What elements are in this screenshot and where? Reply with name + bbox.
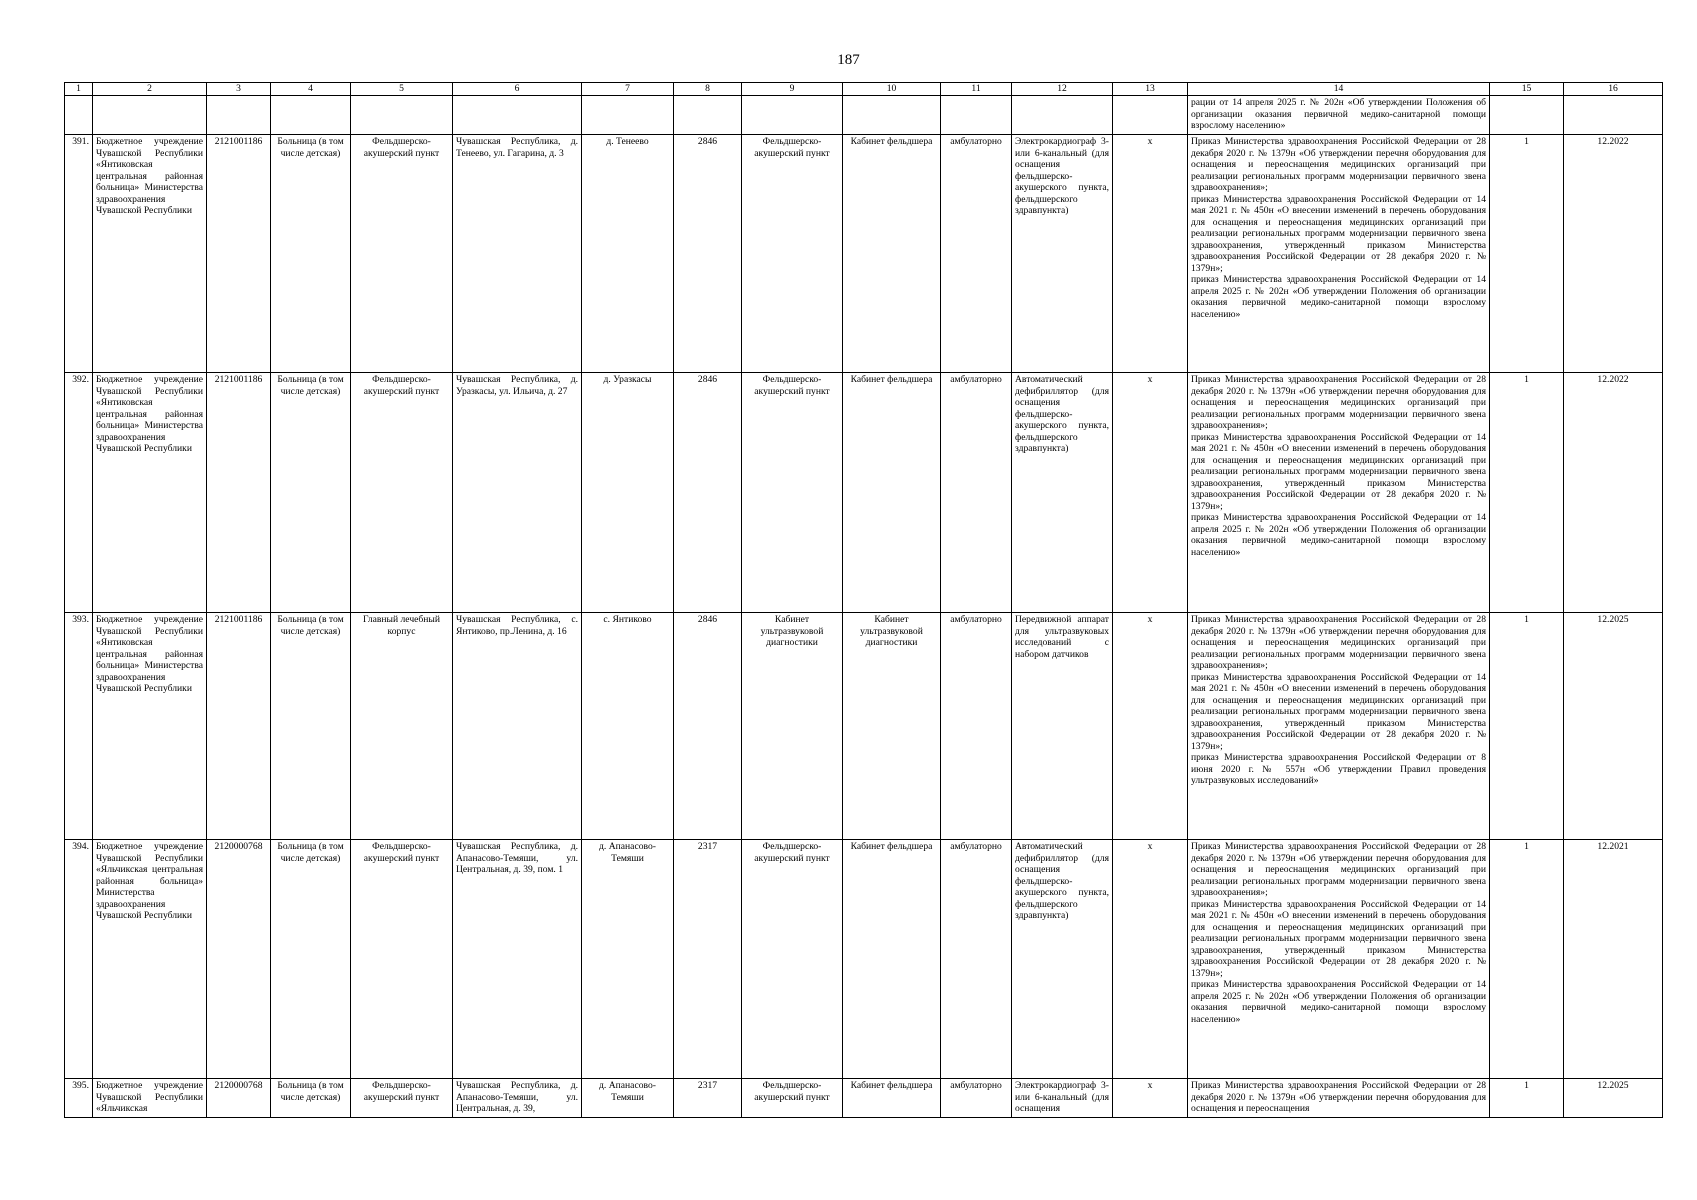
type-cell: Больница (в том числе детская) bbox=[271, 840, 351, 1079]
column-number: 15 bbox=[1490, 83, 1564, 96]
column-number: 16 bbox=[1564, 83, 1663, 96]
basis-item: приказ Министерства здравоохранения Российской Федерации от 14 апреля 2025 г. № 202н «Об утверждении Положения об организации оказания первичной медико-санитарной помощи взрослому населению» bbox=[1191, 979, 1486, 1025]
date-cell: 12.2025 bbox=[1564, 613, 1663, 840]
basis-item: Приказ Министерства здравоохранения Российской Федерации от 28 декабря 2020 г. № 1379н «Об утверждении перечня оборудования для оснащения и переоснащения медицинских организаций при реализации региональных программ модернизации первичного звена здравоохранения»; bbox=[1191, 614, 1486, 671]
room-cell: Кабинет фельдшера bbox=[843, 135, 941, 373]
address-cell: Чувашская Республика, с. Янтиково, пр.Ленина, д. 16 bbox=[453, 613, 582, 840]
address-cell: Чувашская Республика, д. Апанасово-Темяши, ул. Центральная, д. 39, пом. 1 bbox=[453, 840, 582, 1079]
type-cell: Больница (в том числе детская) bbox=[271, 373, 351, 613]
inn-cell: 2120000768 bbox=[207, 1079, 271, 1118]
column-number: 4 bbox=[271, 83, 351, 96]
locality-cell: д. Уразкасы bbox=[582, 373, 674, 613]
unit-cell: Фельдшерско-акушерский пункт bbox=[351, 135, 453, 373]
basis-cell bbox=[1188, 613, 1490, 840]
basis-item: приказ Министерства здравоохранения Российской Федерации от 14 мая 2021 г. № 450н «О внесении изменений в перечень оборудования для оснащения и переоснащения медицинских организаций при реализации региональных программ модернизации первичного звена здравоохранения, утвержденный приказом Министерства здравоохранения Российской Федерации от 28 декабря 2020 г. № 1379н»; bbox=[1191, 431, 1486, 512]
locality-cell: с. Янтиково bbox=[582, 613, 674, 840]
row-number: 392. bbox=[65, 373, 93, 613]
basis-cell bbox=[1188, 373, 1490, 613]
mark-cell: х bbox=[1113, 840, 1188, 1079]
room-cell: Кабинет фельдшера bbox=[843, 840, 941, 1079]
continuation-row bbox=[65, 96, 1663, 135]
inn-cell: 2121001186 bbox=[207, 135, 271, 373]
organization-cell: Бюджетное учреждение Чувашской Республики «Янтиковская центральная районная больница» Министерства здравоохранения Чувашской Республики bbox=[93, 373, 207, 613]
column-number: 8 bbox=[674, 83, 742, 96]
unit-cell: Фельдшерско-акушерский пункт bbox=[351, 373, 453, 613]
organization-cell: Бюджетное учреждение Чувашской Республики «Яльчикская bbox=[93, 1079, 207, 1118]
row-number: 393. bbox=[65, 613, 93, 840]
condition-cell: амбулаторно bbox=[941, 840, 1012, 1079]
address-cell: Чувашская Республика, д. Уразкасы, ул. Ильича, д. 27 bbox=[453, 373, 582, 613]
column-number: 14 bbox=[1188, 83, 1490, 96]
code-cell: 2317 bbox=[674, 840, 742, 1079]
basis-item: приказ Министерства здравоохранения Российской Федерации от 14 апреля 2025 г. № 202н «Об утверждении Положения об организации оказания первичной медико-санитарной помощи взрослому населению» bbox=[1191, 274, 1486, 320]
column-number: 3 bbox=[207, 83, 271, 96]
column-number: 13 bbox=[1113, 83, 1188, 96]
equipment-cell: Автоматический дефибриллятор (для оснащения фельдшерско-акушерского пункта, фельдшерского здравпункта) bbox=[1012, 840, 1113, 1079]
unit-cell: Фельдшерско-акушерский пункт bbox=[351, 1079, 453, 1118]
organization-cell: Бюджетное учреждение Чувашской Республики «Яльчикская центральная районная больница» Министерства здравоохранения Чувашской Республики bbox=[93, 840, 207, 1079]
column-number: 2 bbox=[93, 83, 207, 96]
equipment-cell: Электрокардиограф 3- или 6-канальный (для оснащения bbox=[1012, 1079, 1113, 1118]
column-number: 12 bbox=[1012, 83, 1113, 96]
row-number: 395. bbox=[65, 1079, 93, 1118]
condition-cell: амбулаторно bbox=[941, 135, 1012, 373]
equipment-registry-table bbox=[64, 82, 1663, 1118]
column-number-row bbox=[65, 83, 1663, 96]
basis-item: приказ Министерства здравоохранения Российской Федерации от 14 мая 2021 г. № 450н «О внесении изменений в перечень оборудования для оснащения и переоснащения медицинских организаций при реализации региональных программ модернизации первичного звена здравоохранения, утвержденный приказом Министерства здравоохранения Российской Федерации от 28 декабря 2020 г. № 1379н»; bbox=[1191, 671, 1486, 752]
basis-item: Приказ Министерства здравоохранения Российской Федерации от 28 декабря 2020 г. № 1379н «Об утверждении перечня оборудования для оснащения и переоснащения медицинских организаций при реализации региональных программ модернизации первичного звена здравоохранения»; bbox=[1191, 374, 1486, 431]
locality-cell: д. Тенеево bbox=[582, 135, 674, 373]
date-cell: 12.2022 bbox=[1564, 373, 1663, 613]
column-number: 11 bbox=[941, 83, 1012, 96]
equipment-cell: Передвижной аппарат для ультразвуковых исследований с набором датчиков bbox=[1012, 613, 1113, 840]
basis-cell bbox=[1188, 1079, 1490, 1118]
department-cell: Фельдшерско-акушерский пункт bbox=[742, 840, 843, 1079]
address-cell: Чувашская Республика, д. Тенеево, ул. Гагарина, д. 3 bbox=[453, 135, 582, 373]
mark-cell: х bbox=[1113, 135, 1188, 373]
code-cell: 2317 bbox=[674, 1079, 742, 1118]
basis-item: Приказ Министерства здравоохранения Российской Федерации от 28 декабря 2020 г. № 1379н «Об утверждении перечня оборудования для оснащения и переоснащения медицинских организаций при реализации региональных программ модернизации первичного звена здравоохранения»; bbox=[1191, 841, 1486, 898]
organization-cell: Бюджетное учреждение Чувашской Республики «Янтиковская центральная районная больница» Министерства здравоохранения Чувашской Республики bbox=[93, 135, 207, 373]
quantity-cell: 1 bbox=[1490, 1079, 1564, 1118]
type-cell: Больница (в том числе детская) bbox=[271, 135, 351, 373]
quantity-cell: 1 bbox=[1490, 840, 1564, 1079]
basis-item: приказ Министерства здравоохранения Российской Федерации от 14 мая 2021 г. № 450н «О внесении изменений в перечень оборудования для оснащения и переоснащения медицинских организаций при реализации региональных программ модернизации первичного звена здравоохранения, утвержденный приказом Министерства здравоохранения Российской Федерации от 28 декабря 2020 г. № 1379н»; bbox=[1191, 193, 1486, 274]
condition-cell: амбулаторно bbox=[941, 1079, 1012, 1118]
organization-cell: Бюджетное учреждение Чувашской Республики «Янтиковская центральная районная больница» Министерства здравоохранения Чувашской Республики bbox=[93, 613, 207, 840]
date-cell: 12.2025 bbox=[1564, 1079, 1663, 1118]
column-number: 10 bbox=[843, 83, 941, 96]
quantity-cell: 1 bbox=[1490, 135, 1564, 373]
equipment-cell: Автоматический дефибриллятор (для оснащения фельдшерско-акушерского пункта, фельдшерского здравпункта) bbox=[1012, 373, 1113, 613]
type-cell: Больница (в том числе детская) bbox=[271, 613, 351, 840]
page-number: 187 bbox=[837, 52, 860, 68]
condition-cell: амбулаторно bbox=[941, 373, 1012, 613]
basis-cell: рации от 14 апреля 2025 г. № 202н «Об утверждении Положения об организации оказания первичной медико-санитарной помощи взрослому населению» bbox=[1188, 96, 1490, 135]
department-cell: Фельдшерско-акушерский пункт bbox=[742, 373, 843, 613]
address-cell: Чувашская Республика, д. Апанасово-Темяши, ул. Центральная, д. 39, bbox=[453, 1079, 582, 1118]
date-cell: 12.2021 bbox=[1564, 840, 1663, 1079]
table-row bbox=[65, 840, 1663, 1079]
code-cell: 2846 bbox=[674, 373, 742, 613]
basis-item: приказ Министерства здравоохранения Российской Федерации от 8 июня 2020 г. № 557н «Об утверждении Правил проведения ультразвуковых исследований» bbox=[1191, 752, 1486, 786]
unit-cell: Главный лечебный корпус bbox=[351, 613, 453, 840]
type-cell: Больница (в том числе детская) bbox=[271, 1079, 351, 1118]
quantity-cell: 1 bbox=[1490, 373, 1564, 613]
department-cell: Кабинет ультразвуковой диагностики bbox=[742, 613, 843, 840]
code-cell: 2846 bbox=[674, 135, 742, 373]
inn-cell: 2121001186 bbox=[207, 373, 271, 613]
column-number: 9 bbox=[742, 83, 843, 96]
room-cell: Кабинет ультразвуковой диагностики bbox=[843, 613, 941, 840]
basis-cell bbox=[1188, 135, 1490, 373]
room-cell: Кабинет фельдшера bbox=[843, 373, 941, 613]
inn-cell: 2121001186 bbox=[207, 613, 271, 840]
mark-cell: х bbox=[1113, 613, 1188, 840]
basis-cell bbox=[1188, 840, 1490, 1079]
table-row bbox=[65, 1079, 1663, 1118]
column-number: 6 bbox=[453, 83, 582, 96]
row-number: 394. bbox=[65, 840, 93, 1079]
inn-cell: 2120000768 bbox=[207, 840, 271, 1079]
condition-cell: амбулаторно bbox=[941, 613, 1012, 840]
department-cell: Фельдшерско-акушерский пункт bbox=[742, 135, 843, 373]
basis-item: приказ Министерства здравоохранения Российской Федерации от 14 мая 2021 г. № 450н «О внесении изменений в перечень оборудования для оснащения и переоснащения медицинских организаций при реализации региональных программ модернизации первичного звена здравоохранения, утвержденный приказом Министерства здравоохранения Российской Федерации от 28 декабря 2020 г. № 1379н»; bbox=[1191, 898, 1486, 979]
unit-cell: Фельдшерско-акушерский пункт bbox=[351, 840, 453, 1079]
equipment-cell: Электрокардиограф 3- или 6-канальный (для оснащения фельдшерско-акушерского пункта, фельдшерского здравпункта) bbox=[1012, 135, 1113, 373]
department-cell: Фельдшерско-акушерский пункт bbox=[742, 1079, 843, 1118]
code-cell: 2846 bbox=[674, 613, 742, 840]
column-number: 5 bbox=[351, 83, 453, 96]
room-cell: Кабинет фельдшера bbox=[843, 1079, 941, 1118]
locality-cell: д. Апанасово-Темяши bbox=[582, 840, 674, 1079]
row-number: 391. bbox=[65, 135, 93, 373]
basis-item: Приказ Министерства здравоохранения Российской Федерации от 28 декабря 2020 г. № 1379н «Об утверждении перечня оборудования для оснащения и переоснащения медицинских организаций при реализации региональных программ модернизации первичного звена здравоохранения»; bbox=[1191, 136, 1486, 193]
basis-item: приказ Министерства здравоохранения Российской Федерации от 14 апреля 2025 г. № 202н «Об утверждении Положения об организации оказания первичной медико-санитарной помощи взрослому населению» bbox=[1191, 512, 1486, 558]
table-row bbox=[65, 373, 1663, 613]
table-row bbox=[65, 135, 1663, 373]
mark-cell: х bbox=[1113, 373, 1188, 613]
mark-cell: х bbox=[1113, 1079, 1188, 1118]
column-number: 1 bbox=[65, 83, 93, 96]
column-number: 7 bbox=[582, 83, 674, 96]
table-row bbox=[65, 613, 1663, 840]
basis-item: Приказ Министерства здравоохранения Российской Федерации от 28 декабря 2020 г. № 1379н «Об утверждении перечня оборудования для оснащения и переоснащения bbox=[1191, 1080, 1486, 1114]
quantity-cell: 1 bbox=[1490, 613, 1564, 840]
locality-cell: д. Апанасово-Темяши bbox=[582, 1079, 674, 1118]
date-cell: 12.2022 bbox=[1564, 135, 1663, 373]
